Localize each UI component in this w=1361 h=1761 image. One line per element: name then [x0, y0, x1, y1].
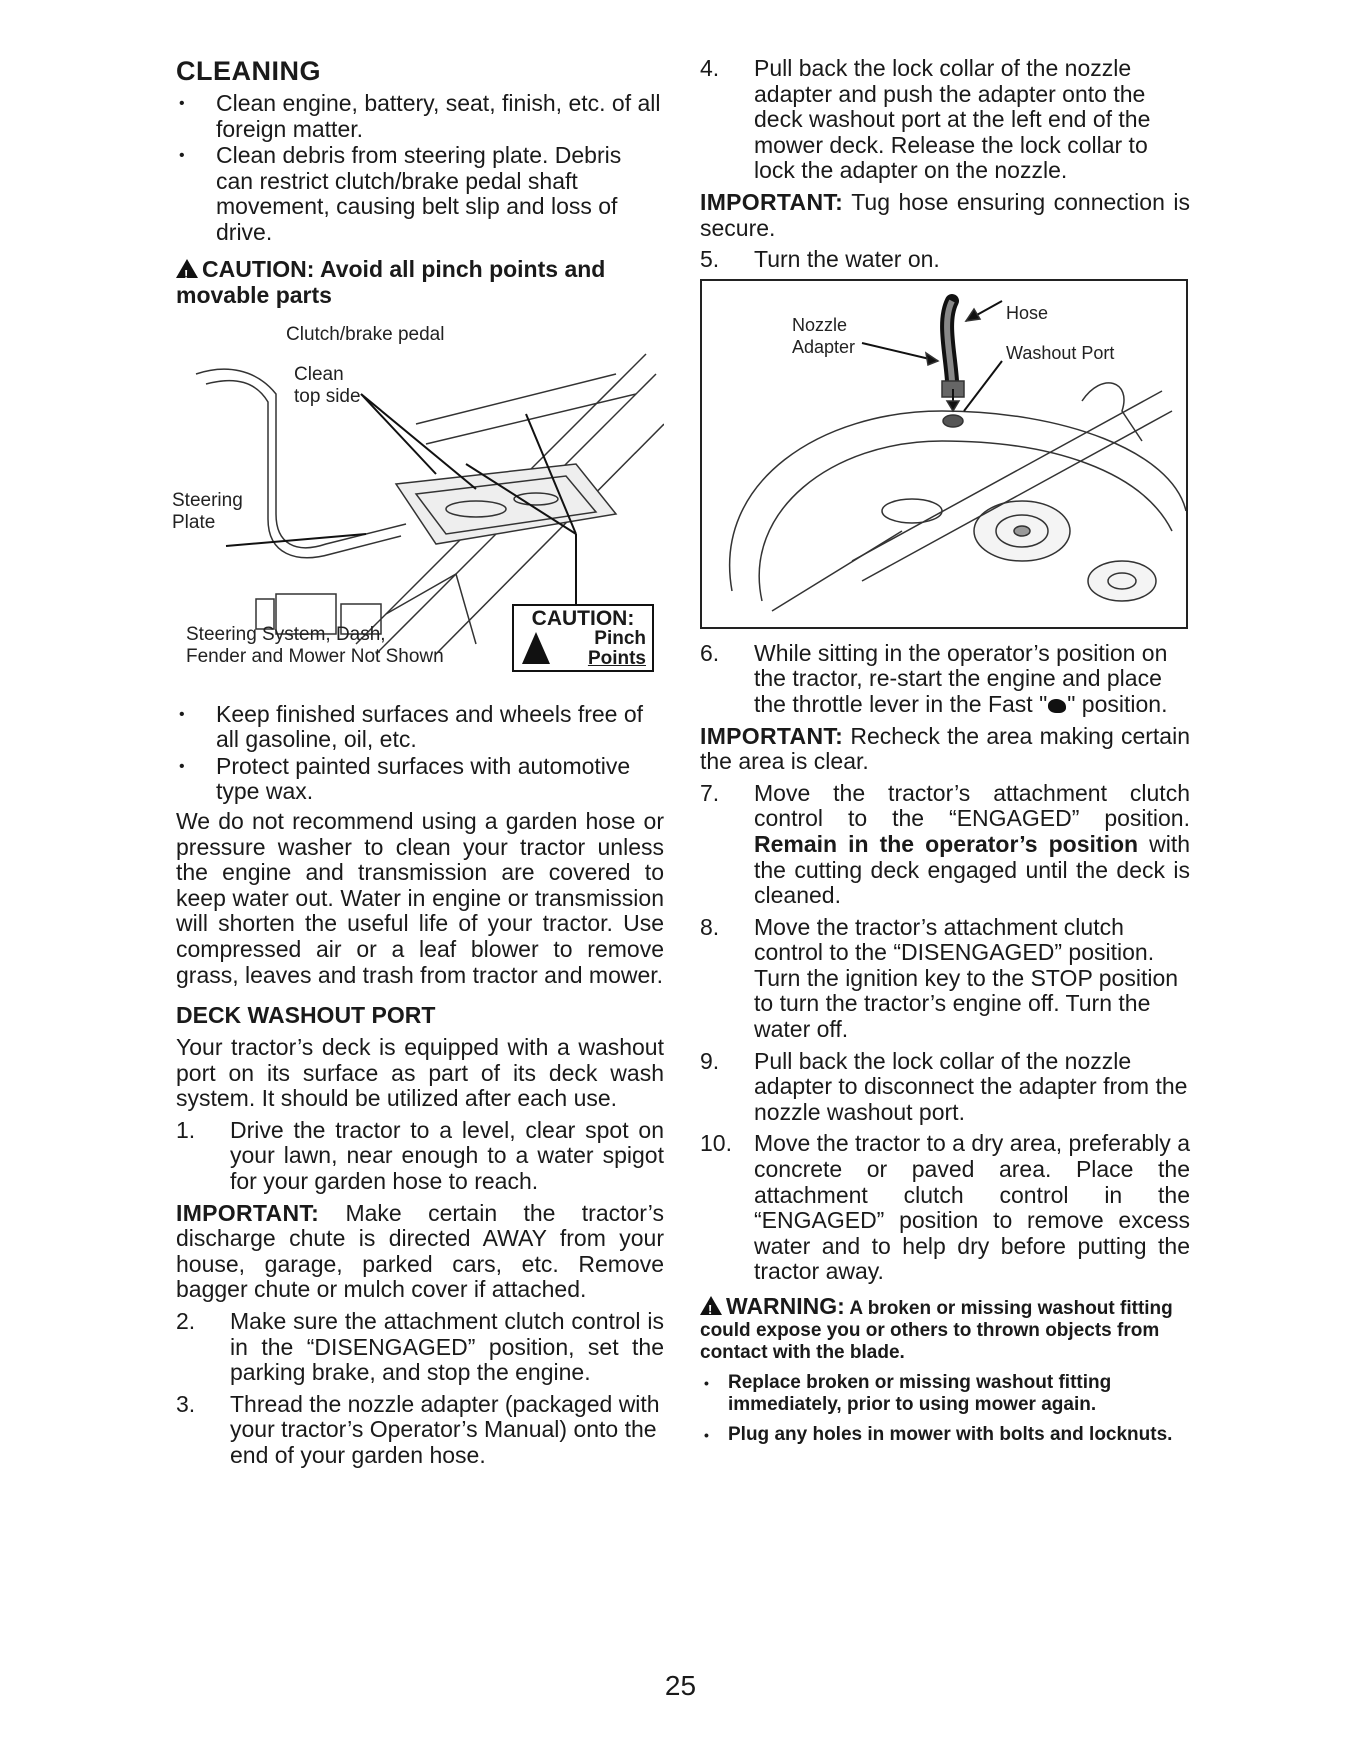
label-plate: Plate [172, 511, 216, 533]
surface-bullet-2: • Protect painted surfaces with automotive type wax. [176, 754, 664, 805]
label-clutch-brake-pedal: Clutch/brake pedal [286, 323, 445, 345]
important-1: IMPORTANT: Make certain the tractor’s discharge chute is directed AWAY from your house, garage, parked cars, etc. Remove bagger chute or mulch cover if attached. [176, 1199, 665, 1303]
warning-bullet-2: • Plug any holes in mower with bolts and locknuts. [700, 1424, 1190, 1446]
caution-heading [176, 256, 664, 308]
washout-port-figure [700, 279, 1188, 629]
step-9: 9. Pull back the lock collar of the nozzle adapter to disconnect the adapter from the nozzle washout port. [700, 1047, 1188, 1125]
surface-bullet-1: • Keep finished surfaces and wheels free of all gasoline, oil, etc. [176, 702, 664, 753]
label-top-side: top side [294, 385, 361, 407]
label-nozzle: Nozzle [792, 314, 848, 335]
figure-caption-line-1: Steering System, Dash, [186, 623, 386, 645]
steering-plate-figure [172, 314, 664, 694]
figure-caption-line-2: Fender and Mower Not Shown [186, 645, 444, 667]
badge-points: Points [587, 647, 646, 669]
caution-pinch-points-badge [512, 604, 654, 672]
badge-triangle-icon [522, 632, 550, 664]
step-4: 4. Pull back the lock collar of the nozzle adapter and push the adapter onto the deck washout port at the left end of the mower deck. Release the lock collar to lock the adapter on the nozzle. [700, 55, 1151, 184]
caution-triangle-icon: ! [176, 259, 198, 278]
cleaning-heading: CLEANING [176, 56, 321, 86]
step-7: 7. Move the tractor’s attachment clutch control to the “ENGAGED” position. Remain in the operator’s position with the cutting deck engaged until the deck is cleaned. [700, 779, 1191, 909]
step-2: 2. Make sure the attachment clutch control is in the “DISENGAGED” position, set the parking brake, and stop the engine. [176, 1308, 664, 1386]
label-hose: Hose [1006, 302, 1049, 323]
page-number: 25 [664, 1670, 697, 1701]
label-clean: Clean [294, 363, 344, 385]
left-column [172, 56, 665, 1475]
right-column [700, 56, 1190, 1446]
step-5: 5. Turn the water on. [700, 246, 940, 273]
important-3: IMPORTANT: Recheck the area making certain the area is clear. [700, 722, 1191, 775]
step-1: 1. Drive the tractor to a level, clear spot on your lawn, near enough to a water spigot for your garden hose to reach. [176, 1116, 664, 1195]
important-2: IMPORTANT: Tug hose ensuring connection is secure. [700, 188, 1190, 241]
washout-port-illustration [702, 281, 1186, 627]
badge-pinch: Pinch [594, 627, 646, 649]
step-10: 10. Move the tractor to a dry area, preferably a concrete or paved area. Place the attachment clutch control in the “ENGAGED” position to remove excess water and to help dry before putting the tractor away. [700, 1130, 1190, 1285]
warning-triangle-icon: ! [700, 1296, 722, 1315]
cleaning-bullet-1: • Clean engine, battery, seat, finish, etc. of all foreign matter. [176, 91, 664, 142]
step-6: 6. While sitting in the operator’s position on the tractor, re-start the engine and place the throttle lever in the Fast " " position. [700, 639, 1168, 717]
label-steering: Steering [172, 489, 243, 511]
deck-washout-paragraph: Your tractor’s deck is equipped with a washout port on its surface as part of its deck wash system. It should be utilized after each use. [176, 1034, 664, 1112]
garden-hose-paragraph: We do not recommend using a garden hose or pressure washer to clean your tractor unless the engine and transmission are covered to keep water out. Water in engine or transmission will shorten the useful life of your tractor. Use compressed air or a leaf blower to remove grass, leaves and trash from tractor and mower. [176, 807, 664, 988]
label-washout-port: Washout Port [1006, 342, 1115, 363]
deck-washout-heading: DECK WASHOUT PORT [176, 1002, 436, 1029]
label-adapter: Adapter [792, 336, 856, 357]
step-3: 3. Thread the nozzle adapter (packaged with your tractor’s Operator’s Manual) onto the end of your garden hose. [176, 1390, 660, 1468]
cleaning-bullet-2: • Clean debris from steering plate. Debris can restrict clutch/brake pedal shaft movement, causing belt slip and loss of drive. [176, 143, 664, 245]
rabbit-fast-icon [1048, 699, 1066, 713]
warning-block: ! WARNING: A broken or missing washout fitting could expose you or others to thrown objects from contact with the blade. [700, 1293, 1173, 1363]
step-8: 8. Move the tractor’s attachment clutch control to the “DISENGAGED” position. Turn the ignition key to the STOP position to turn the tractor’s engine off. Turn the water off. [700, 913, 1179, 1043]
caution-text: CAUTION: Avoid all pinch points and movable parts [176, 255, 606, 308]
badge-title: CAUTION: [531, 606, 635, 630]
warning-bullet-1: • Replace broken or missing washout fitting immediately, prior to using mower again. [700, 1372, 1190, 1416]
